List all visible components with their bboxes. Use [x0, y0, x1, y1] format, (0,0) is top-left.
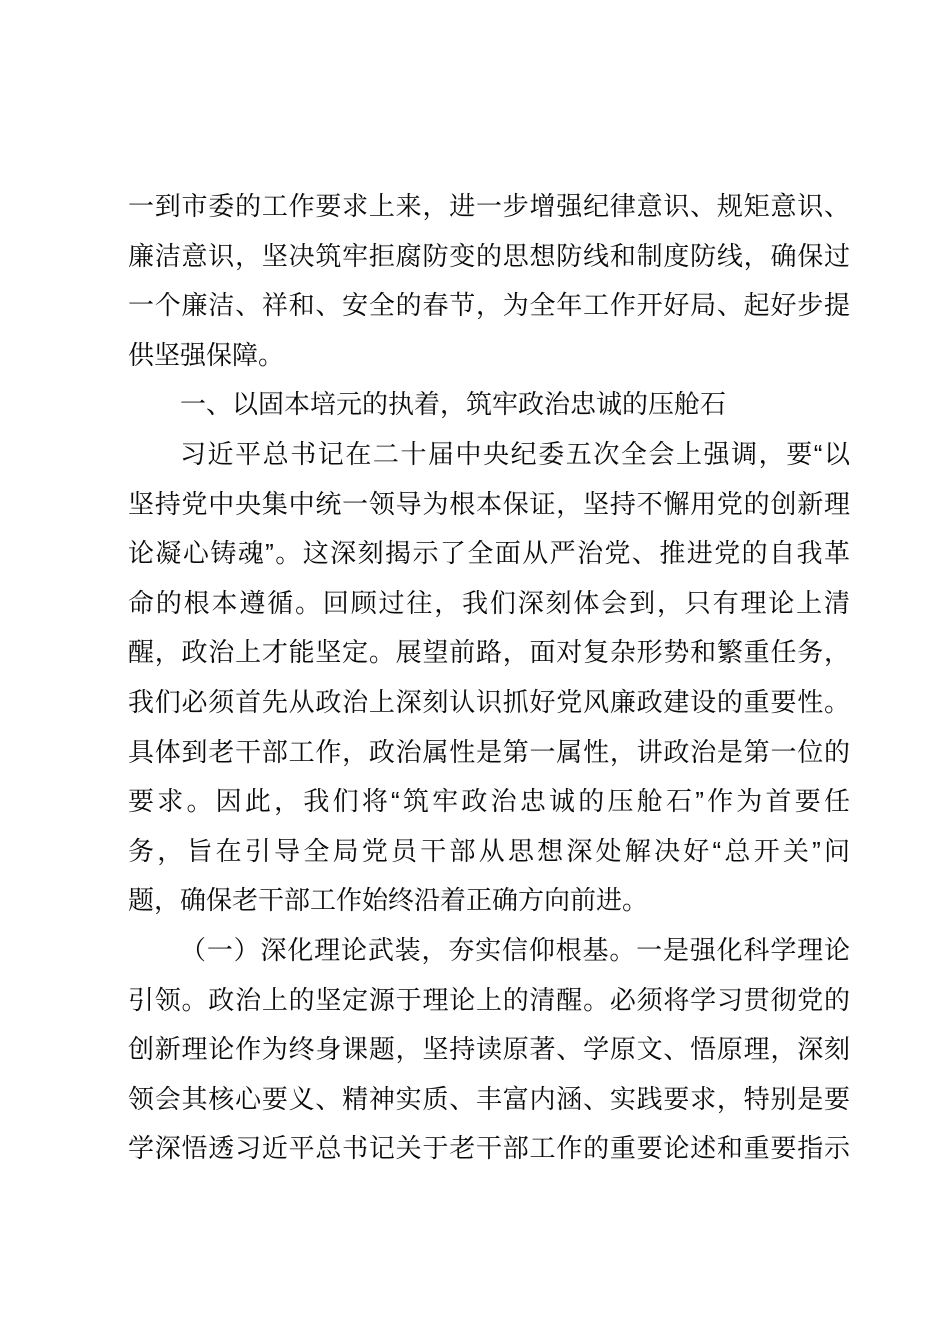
- text-line: 创新理论作为终身课题，坚持读原著、学原文、悟原理，深刻: [128, 1034, 850, 1065]
- text-line: 论凝心铸魂”。这深刻揭示了全面从严治党、推进党的自我革: [128, 538, 850, 569]
- text-line: 务，旨在引导全局党员干部从思想深处解决好“总开关”问: [128, 835, 850, 866]
- text-line: 供坚强保障。: [128, 339, 285, 370]
- text-line: 廉洁意识，坚决筑牢拒腐防变的思想防线和制度防线，确保过: [128, 240, 850, 271]
- section-heading-line: 一、以固本培元的执着，筑牢政治忠诚的压舱石: [180, 389, 727, 420]
- document-body: [128, 182, 850, 1174]
- text-line: 我们必须首先从政治上深刻认识抓好党风廉政建设的重要性。: [128, 686, 850, 717]
- text-line: 要求。因此，我们将“筑牢政治忠诚的压舱石”作为首要任: [128, 786, 850, 817]
- text-line: （一）深化理论武装，夯实信仰根基。一是强化科学理论: [180, 934, 850, 965]
- text-line: 一到市委的工作要求上来，进一步增强纪律意识、规矩意识、: [128, 191, 850, 221]
- text-line: 一个廉洁、祥和、安全的春节，为全年工作开好局、起好步提: [128, 290, 850, 321]
- text-line: 命的根本遵循。回顾过往，我们深刻体会到，只有理论上清: [128, 587, 850, 618]
- text-line: 引领。政治上的坚定源于理论上的清醒。必须将学习贯彻党的: [128, 984, 850, 1015]
- text-line: 题，确保老干部工作始终沿着正确方向前进。: [128, 885, 649, 916]
- text-line: 醒，政治上才能坚定。展望前路，面对复杂形势和繁重任务，: [128, 637, 850, 668]
- text-line: 领会其核心要义、精神实质、丰富内涵、实践要求，特别是要: [128, 1083, 850, 1114]
- text-line: 具体到老干部工作，政治属性是第一属性，讲政治是第一位的: [128, 736, 850, 767]
- text-line: 学深悟透习近平总书记关于老干部工作的重要论述和重要指示: [128, 1133, 850, 1164]
- text-line: 坚持党中央集中统一领导为根本保证，坚持不懈用党的创新理: [128, 488, 850, 519]
- text-line: 习近平总书记在二十届中央纪委五次全会上强调，要“以: [180, 438, 850, 469]
